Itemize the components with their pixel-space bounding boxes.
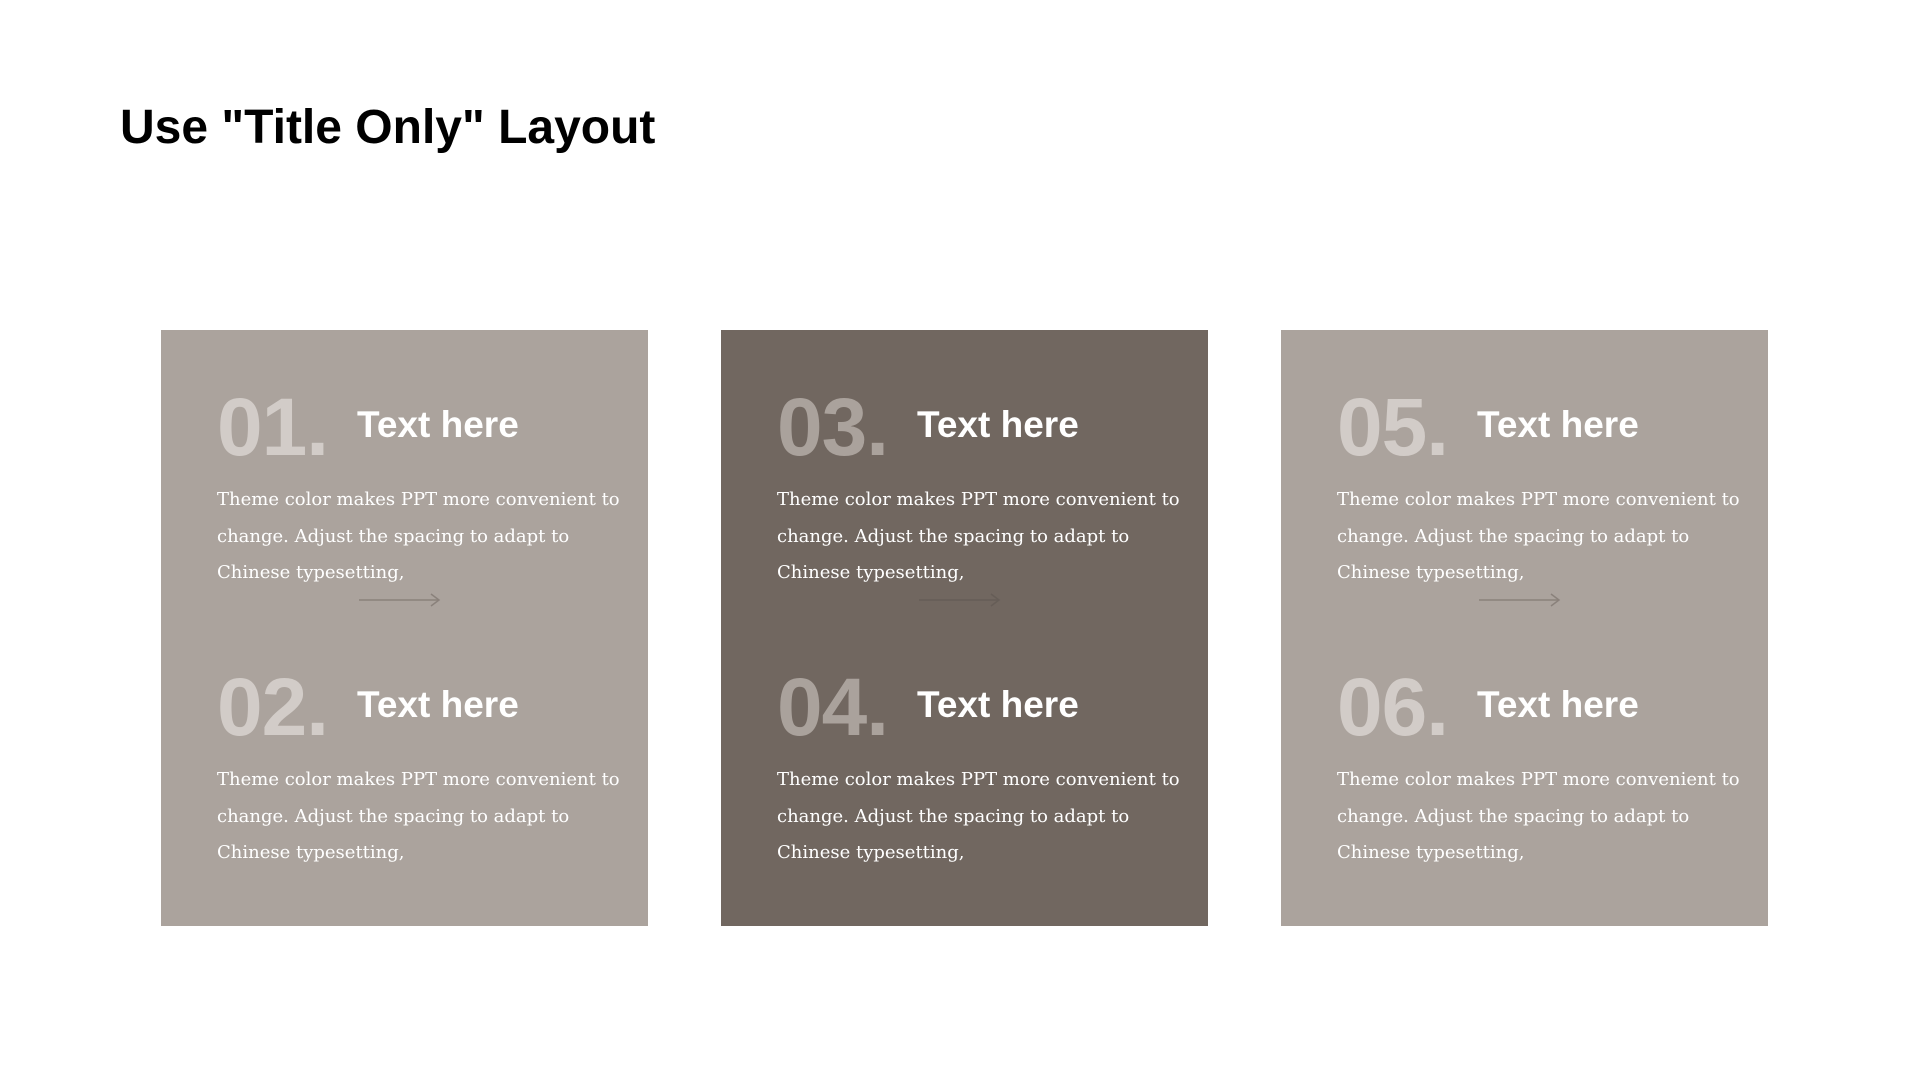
content-panel-3	[1281, 330, 1768, 926]
item-body: Theme color makes PPT more convenient to change. Adjust the spacing to adapt to Chinese typesetting,	[777, 769, 1180, 863]
item-heading: Text here	[917, 684, 1079, 725]
item-number: 05.	[1337, 382, 1448, 473]
item-body: Theme color makes PPT more convenient to change. Adjust the spacing to adapt to Chinese typesetting,	[1337, 769, 1740, 863]
item-body: Theme color makes PPT more convenient to change. Adjust the spacing to adapt to Chinese typesetting,	[217, 489, 620, 583]
item-heading: Text here	[357, 404, 519, 445]
item-number: 06.	[1337, 662, 1448, 753]
content-panel-2	[721, 330, 1208, 926]
item-body: Theme color makes PPT more convenient to change. Adjust the spacing to adapt to Chinese typesetting,	[777, 489, 1180, 583]
item-number: 02.	[217, 662, 328, 753]
arrow-right-icon	[359, 592, 441, 608]
item-number: 01.	[217, 382, 328, 473]
item-body: Theme color makes PPT more convenient to change. Adjust the spacing to adapt to Chinese typesetting,	[1337, 489, 1740, 583]
item-heading: Text here	[357, 684, 519, 725]
arrow-right-icon	[919, 592, 1001, 608]
item-body: Theme color makes PPT more convenient to change. Adjust the spacing to adapt to Chinese typesetting,	[217, 769, 620, 863]
item-heading: Text here	[917, 404, 1079, 445]
content-panel-1	[161, 330, 648, 926]
item-heading: Text here	[1477, 684, 1639, 725]
item-number: 04.	[777, 662, 888, 753]
slide-title: Use "Title Only" Layout	[120, 101, 656, 154]
item-number: 03.	[777, 382, 888, 473]
arrow-right-icon	[1479, 592, 1561, 608]
item-heading: Text here	[1477, 404, 1639, 445]
